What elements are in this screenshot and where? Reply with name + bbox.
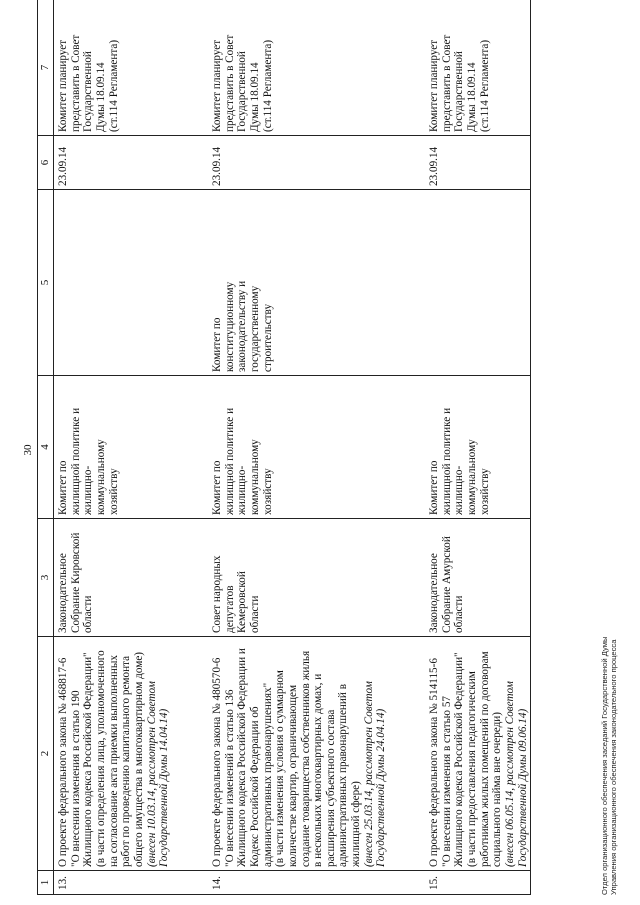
plan-line: Комитет планирует (428, 39, 441, 132)
committee-line: хозяйству (478, 468, 491, 515)
bill-text-line: О проекте федерального закона № 468817-6 (57, 657, 69, 867)
page-number: 30 (22, 444, 34, 456)
footer-line: Управления организационного обеспечения законодательного процесса (609, 639, 619, 895)
co-committee-line: Комитет по (210, 317, 223, 372)
co-committee-line: конституционному (223, 281, 236, 372)
co-committee-line: законодательству и (236, 280, 249, 372)
bill-text-line: "О внесении изменения в статью 190 (69, 690, 82, 867)
committee-line: Комитет по (57, 460, 69, 515)
initiator-line: Кемеровской (236, 571, 249, 633)
committee-line: хозяйству (261, 468, 274, 515)
bill-text-line: на согласование акта приемки выполненных (107, 655, 120, 867)
co-executor-committee (54, 190, 172, 376)
committee-line: коммунальному (94, 439, 107, 515)
plan-line: (ст.114 Регламента) (478, 39, 491, 132)
co-committee-line: строительству (261, 303, 274, 372)
committee-line: жилищной политике и (223, 407, 236, 515)
initiator-line: Собрание Амурской (440, 536, 453, 633)
committee-line: Комитет по (428, 460, 441, 515)
bills-table (37, 0, 531, 895)
initiator-line: области (82, 595, 95, 633)
plan-note (54, 0, 172, 136)
plan-line: представить в Совет (223, 34, 236, 132)
bill-note-line: Государственной Думы 24.04.14) (375, 708, 388, 867)
spacer-cell (389, 637, 425, 871)
row-number: 13. (54, 871, 172, 895)
bill-text-line: О проекте федерального закона № 480570-6 (210, 657, 223, 867)
column-header-row (38, 0, 54, 895)
column-header: 6 (38, 136, 54, 190)
bill-text-line: (в части изменения условия о суммарном (274, 670, 287, 867)
bill-text-line: количестве квартир, ограничивающем (286, 684, 299, 867)
committee-line: жилищно- (236, 465, 249, 515)
bill-text-line: "О внесении изменения в статью 57 (440, 695, 453, 867)
column-header: 1 (38, 871, 54, 895)
column-header: 7 (38, 0, 54, 136)
committee-line: жилищно- (82, 465, 95, 515)
spacer-cell (389, 376, 425, 519)
initiator (54, 519, 172, 637)
table-row (425, 0, 531, 895)
initiator-line: депутатов (223, 585, 236, 633)
bill-text-line: социального найма вне очереди) (491, 711, 504, 867)
bill-text-line: О проекте федерального закона № 514115-6 (428, 658, 441, 867)
plan-line: (ст.114 Регламента) (107, 39, 120, 132)
bill-text-line: в нескольких многоквартирных домах, и (312, 673, 325, 867)
plan-note (208, 0, 389, 136)
committee-line: Комитет по (210, 460, 223, 515)
spacer-cell (172, 190, 208, 376)
bill-text-line: Жилищного кодекса Российской Федерации" (82, 652, 95, 867)
bill-text-line: Жилищного кодекса Российской Федерации" (453, 652, 466, 867)
spacer-cell (172, 376, 208, 519)
table-row (54, 0, 172, 895)
initiator (425, 519, 531, 637)
bill-text-line: общего имущества в многоквартирном доме) (132, 651, 145, 867)
spacer-cell (172, 519, 208, 637)
plan-line: Думы 18.09.14 (466, 62, 479, 132)
spacer-cell (389, 0, 425, 136)
bill-text-line: расширения субъектного состава (324, 709, 337, 867)
footer-line: Отдел организационного обеспечения заседаний Государственной Думы (600, 636, 609, 895)
spacer-cell (172, 871, 208, 895)
committee-line: коммунальному (466, 439, 479, 515)
committee-line: хозяйству (107, 468, 120, 515)
initiator-line: Законодательное (57, 553, 69, 633)
bill-note-line: Государственной Думы 09.06.14) (516, 708, 529, 867)
initiator-line: Законодательное (428, 553, 441, 633)
plan-line: Думы 18.09.14 (248, 62, 261, 132)
committee-line: жилищной политике и (69, 407, 82, 515)
committee-line: коммунальному (248, 439, 261, 515)
column-header: 5 (38, 190, 54, 376)
plan-line: Государственной (82, 51, 95, 132)
initiator-line: Собрание Кировской (69, 532, 82, 633)
bill-description (425, 637, 531, 871)
responsible-committee (54, 376, 172, 519)
committee-line: жилищно- (453, 465, 466, 515)
review-date: 23.09.14 (208, 136, 389, 190)
spacer-cell (172, 637, 208, 871)
plan-line: Думы 18.09.14 (94, 62, 107, 132)
row-number: 14. (208, 871, 389, 895)
spacer-cell (172, 136, 208, 190)
plan-line: (ст.114 Регламента) (261, 39, 274, 132)
spacer-cell (389, 136, 425, 190)
plan-line: Комитет планирует (57, 39, 69, 132)
co-executor-committee (425, 190, 531, 376)
bill-text-line: (в части предоставления педагогическим (466, 671, 479, 867)
initiator-line: области (453, 595, 466, 633)
bill-text-line: административных правонарушениях" (261, 682, 274, 867)
plan-line: Государственной (236, 51, 249, 132)
spacer-cell (389, 519, 425, 637)
row-number: 15. (425, 871, 531, 895)
bill-text-line: работникам жилых помещений по договорам (478, 651, 491, 867)
bill-text-line: Жилищного кодекса Российской Федерации и (236, 648, 249, 867)
plan-line: Комитет планирует (210, 39, 223, 132)
bill-text-line: административных правонарушений в (337, 684, 350, 867)
footer (600, 637, 619, 895)
table-row (208, 0, 389, 895)
plan-line: представить в Совет (440, 34, 453, 132)
bill-note-line: (внесен 06.05.14, рассмотрен Советом (504, 681, 517, 867)
bill-text-line: Кодекс Российской Федерации об (248, 706, 261, 867)
bill-text-line: "О внесении изменений в статью 136 (223, 689, 236, 867)
row-spacer (389, 0, 425, 895)
initiator-line: области (248, 595, 261, 633)
review-date: 23.09.14 (425, 136, 531, 190)
spacer-cell (389, 871, 425, 895)
spacer-cell (172, 0, 208, 136)
column-header: 2 (38, 637, 54, 871)
bill-text-line: жилищной сфере) (350, 781, 363, 867)
column-header: 4 (38, 376, 54, 519)
committee-line: жилищной политике и (440, 407, 453, 515)
co-committee-line: государственному (248, 285, 261, 372)
responsible-committee (425, 376, 531, 519)
bill-description (208, 637, 389, 871)
co-executor-committee (208, 190, 389, 376)
column-header: 3 (38, 519, 54, 637)
responsible-committee (208, 376, 389, 519)
bill-note-line: (внесен 10.03.14, рассмотрен Советом (145, 681, 158, 867)
spacer-cell (389, 190, 425, 376)
review-date: 23.09.14 (54, 136, 172, 190)
plan-line: представить в Совет (69, 34, 82, 132)
plan-line: Государственной (453, 51, 466, 132)
plan-note (425, 0, 531, 136)
bill-note-line: Государственной Думы 14.04.14) (158, 708, 171, 867)
bill-text-line: работ по проведению капитального ремонта (120, 655, 133, 867)
initiator (208, 519, 389, 637)
bill-note-line: (внесен 25.03.14, рассмотрен Советом (362, 681, 375, 867)
initiator-line: Совет народных (210, 555, 223, 633)
row-spacer (172, 0, 208, 895)
bill-text-line: (в части определения лица, уполномоченного (94, 650, 107, 867)
bill-text-line: создание товарищества собственников жилья (299, 650, 312, 867)
bill-description (54, 637, 172, 871)
